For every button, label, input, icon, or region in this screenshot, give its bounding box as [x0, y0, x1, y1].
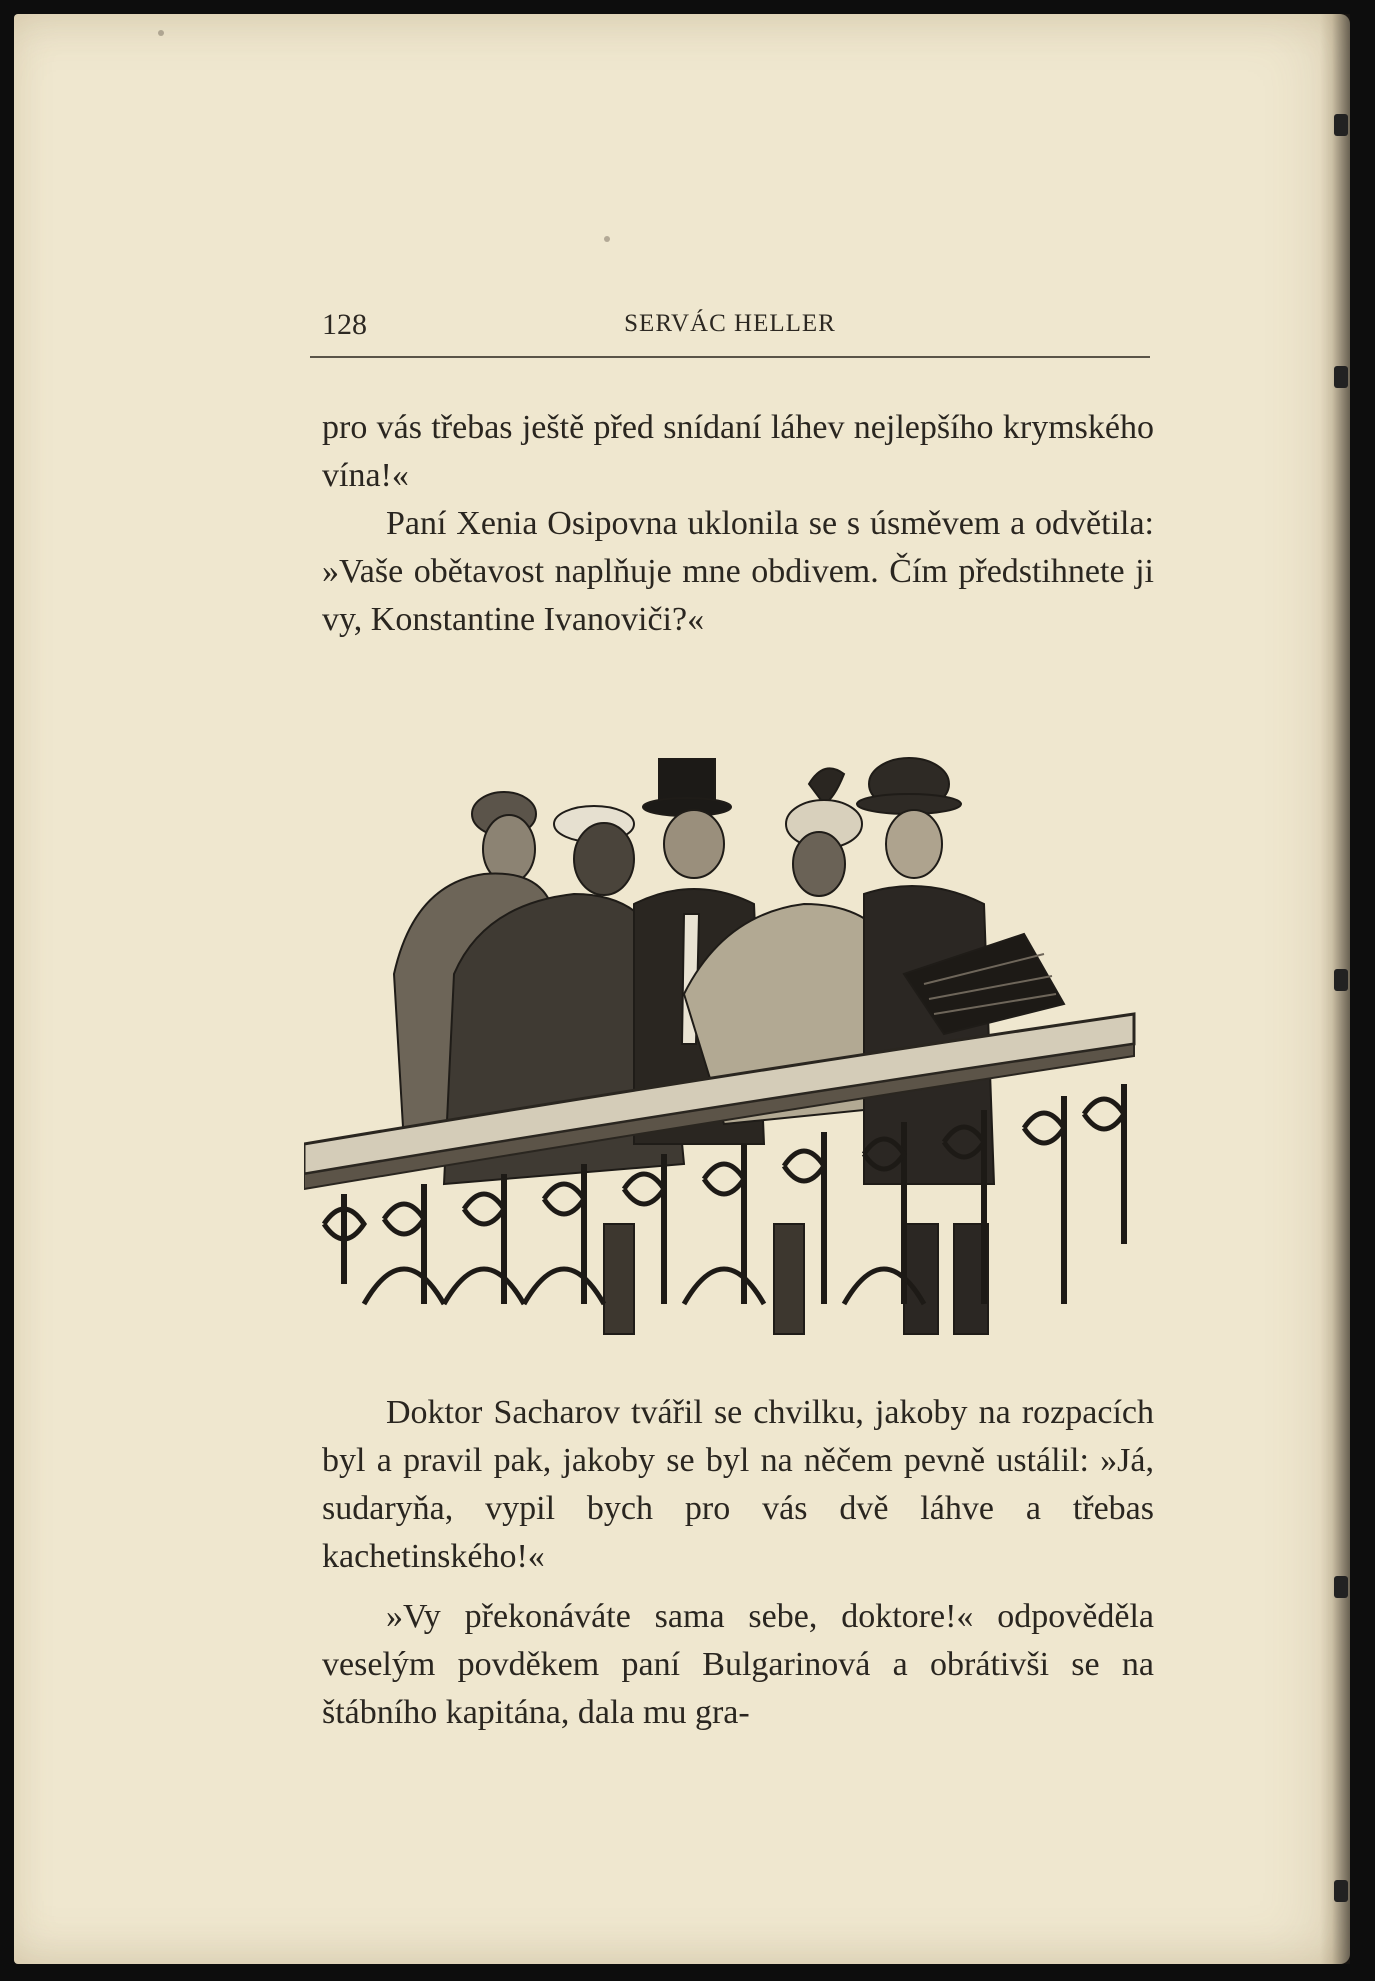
binding-mark — [1334, 1880, 1348, 1902]
paragraph: »Vy překonáváte sama sebe, doktore!« odpověděla veselým povděkem paní Bulgarinová a obrátivši se na štábního kapitána, dala mu gra- — [322, 1598, 1154, 1731]
illustration-balcony-scene — [304, 744, 1154, 1344]
binding-mark — [1334, 1576, 1348, 1598]
paper-speck — [604, 236, 610, 242]
engraving-image — [304, 744, 1154, 1344]
binding-mark — [1334, 366, 1348, 388]
text-block-bottom — [322, 1389, 1154, 1737]
page-number: 128 — [322, 308, 367, 341]
paper-speck — [158, 30, 164, 36]
paper-page — [14, 14, 1350, 1964]
page-header — [310, 304, 1150, 358]
paragraph: pro vás třebas ještě před snídaní láhev nejlepšího krymského vína!« — [322, 409, 1154, 494]
running-title: SERVÁC HELLER — [624, 310, 836, 337]
book-spine-shadow — [1320, 14, 1350, 1964]
text-block-top — [322, 404, 1154, 644]
binding-mark — [1334, 969, 1348, 991]
paragraph: Doktor Sacharov tvářil se chvilku, jakoby na rozpacích byl a pravil pak, jakoby se byl na něčem pevně ustálil: »Já, sudaryňa, vypil bych pro vás dvě láhve a třebas kachetinského!« — [322, 1394, 1154, 1575]
binding-mark — [1334, 114, 1348, 136]
paragraph: Paní Xenia Osipovna uklonila se s úsměvem a odvětila: »Vaše obětavost naplňuje mne obdivem. Čím předstihnete ji vy, Konstantine Ivanoviči?« — [322, 505, 1154, 638]
